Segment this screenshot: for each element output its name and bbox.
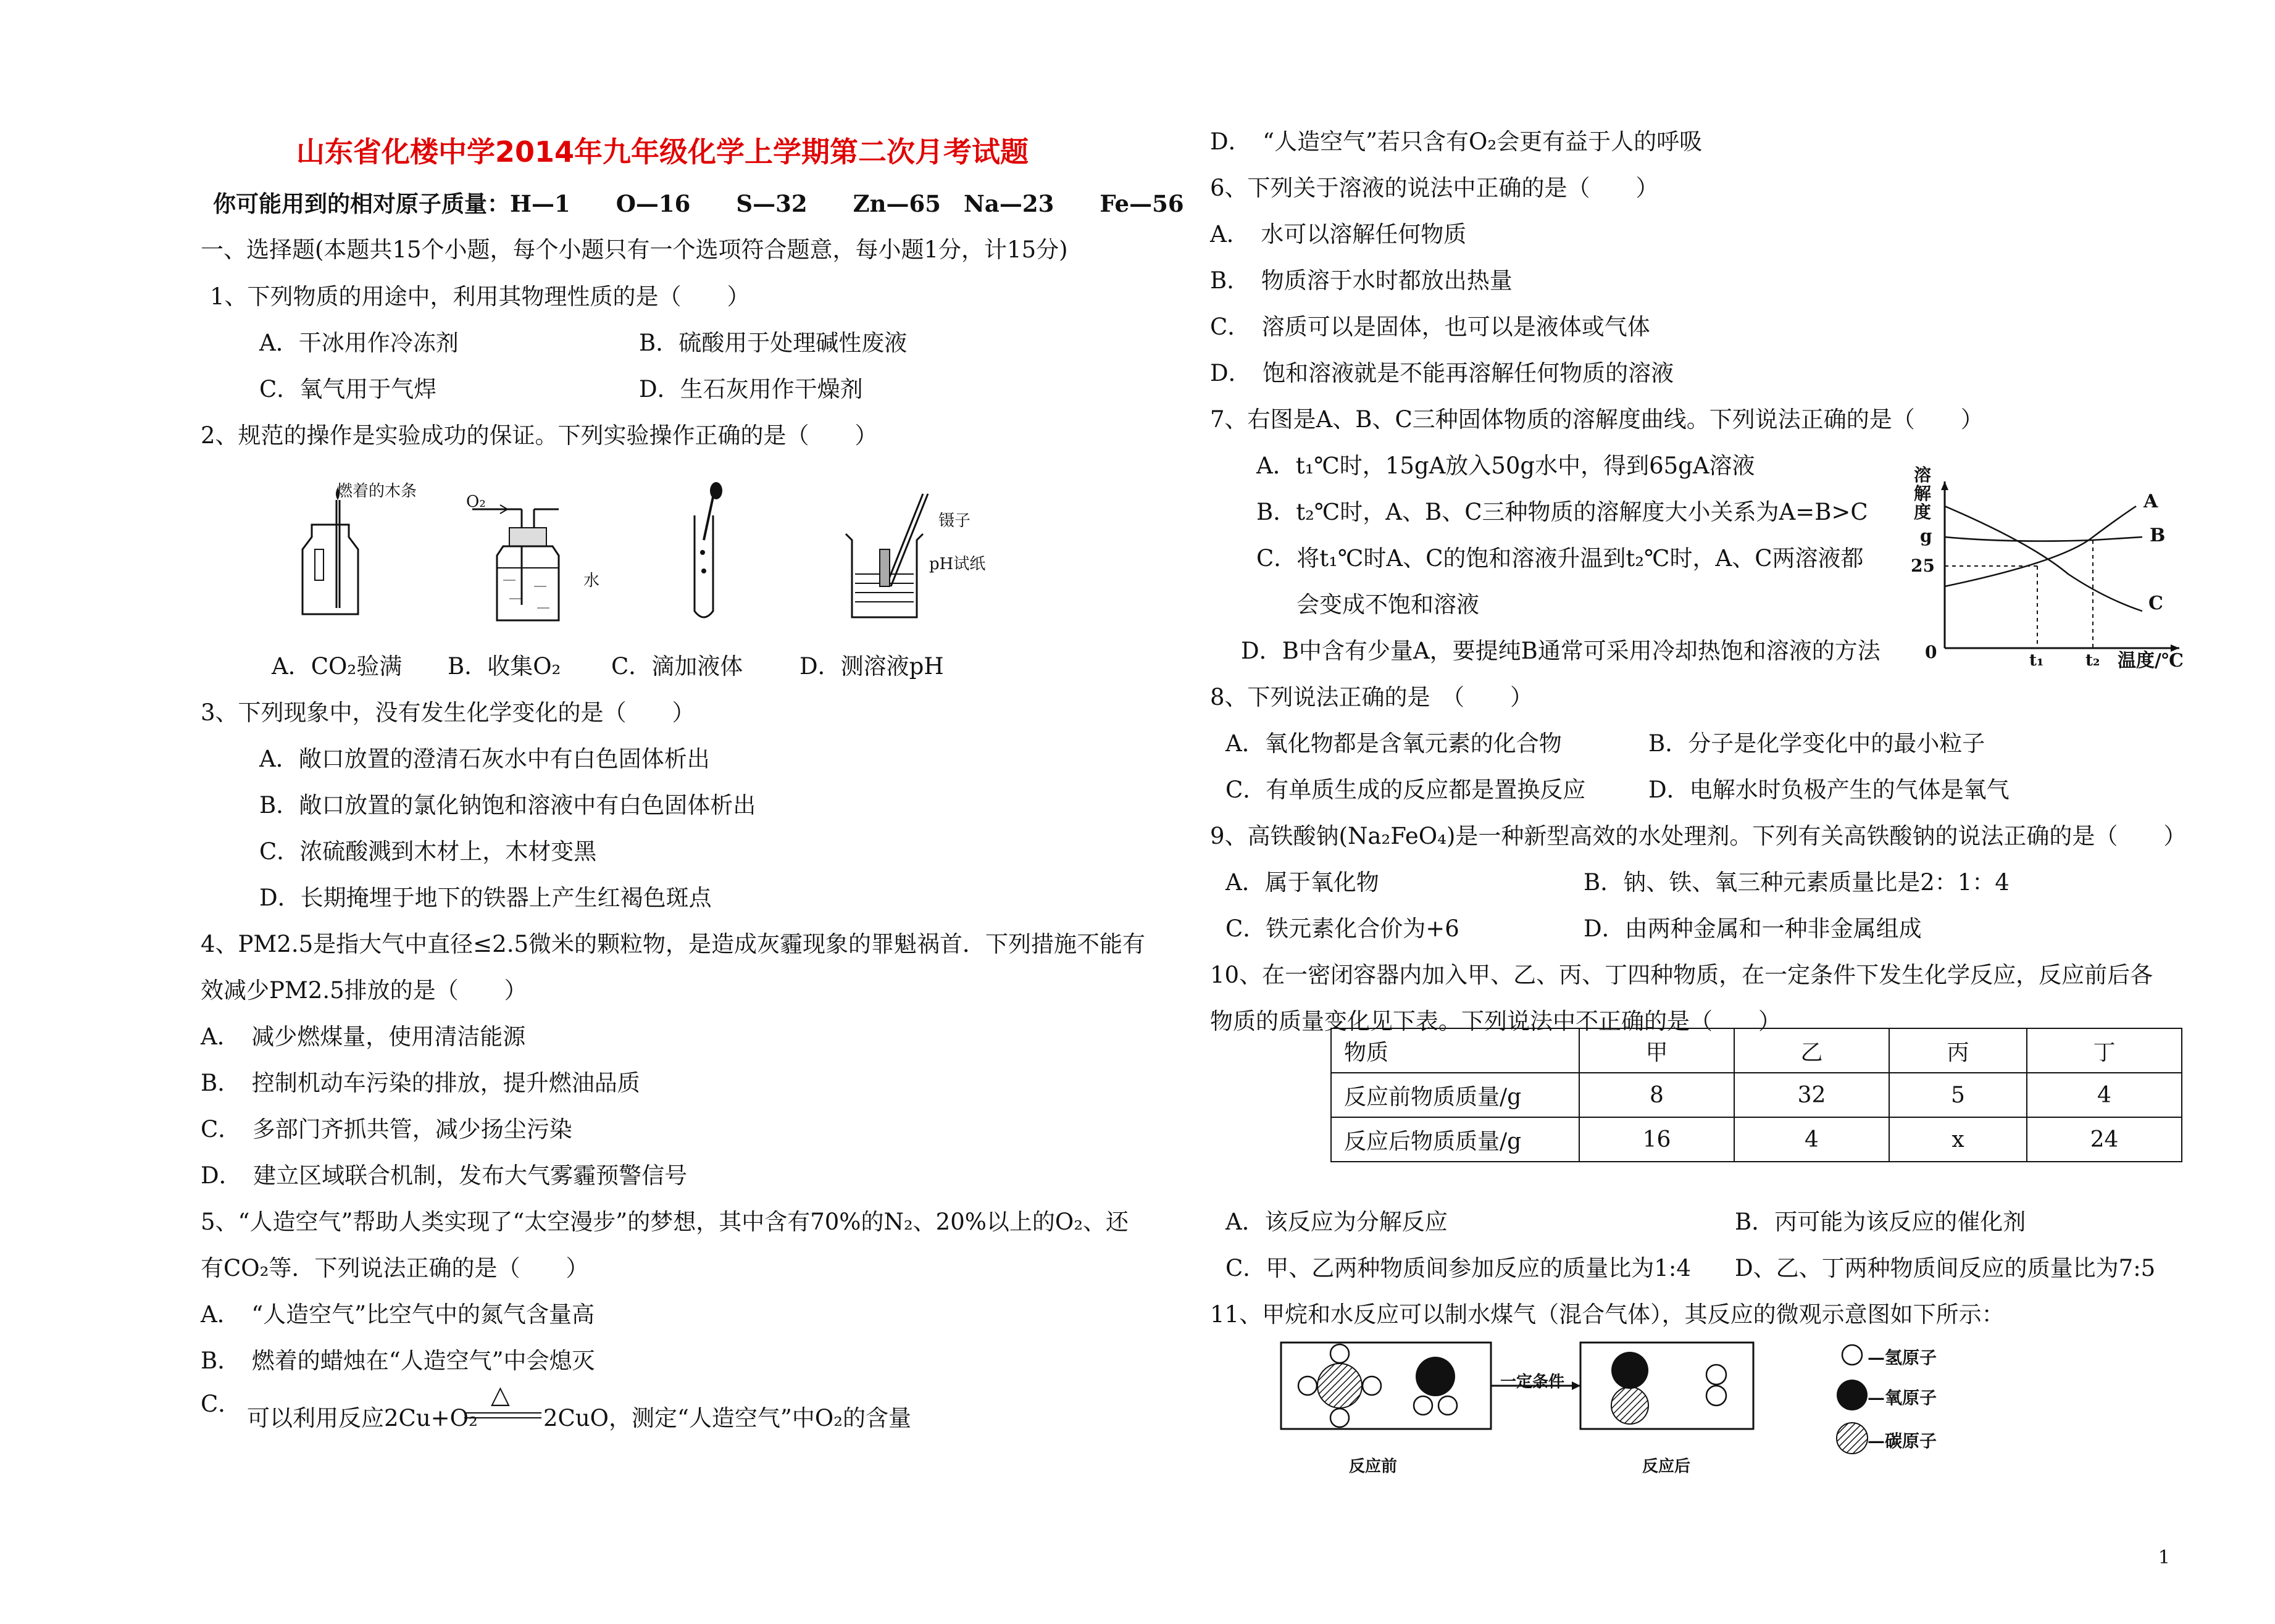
table-cell: 8 (1579, 1073, 1734, 1117)
table-header-cell: 乙 (1734, 1028, 1889, 1073)
q10-stem-1: 10、在一密闭容器内加入甲、乙、丙、丁四种物质，在一定条件下发生化学反应，反应前后各 (1210, 962, 2153, 988)
q6-option-d: D． 饱和溶液就是不能再溶解任何物质的溶液 (1210, 360, 1674, 386)
q8-stem: 8、下列说法正确的是 （ ） (1210, 684, 1534, 710)
table-row (1331, 1117, 2182, 1162)
table-cell: 16 (1579, 1117, 1734, 1162)
graph-t2: t₂ (2085, 651, 2100, 670)
q5-option-c-prefix: C． (201, 1391, 241, 1417)
q5-option-b: B． 燃着的蜡烛在“人造空气”中会熄灭 (201, 1347, 595, 1374)
q7-stem: 7、右图是A、B、C三种固体物质的溶解度曲线。下列说法正确的是（ ） (1210, 406, 1984, 433)
legend-hydrogen-label: —氢原子 (1868, 1347, 1937, 1368)
section-heading: 一、选择题(本题共15个小题，每个小题只有一个选项符合题意，每小题1分，计15分) (201, 236, 1068, 263)
q1-stem: 1、下列物质的用途中，利用其物理性质的是（ ） (210, 283, 750, 310)
graph-t1: t₁ (2029, 651, 2044, 670)
q10-option-d: D、乙、丁两种物质间反应的质量比为7:5 (1735, 1255, 2156, 1281)
burning-stick-label: 燃着的木条 (336, 482, 417, 501)
atomic-mass-line: 你可能用到的相对原子质量：H—1 O—16 S—32 Zn—65 Na—23 Fe—56 (213, 190, 1184, 217)
q1-option-a: A．干冰用作冷冻剂 (259, 330, 459, 356)
q3-option-a: A．敞口放置的澄清石灰水中有白色固体析出 (259, 746, 710, 772)
q2-stem: 2、规范的操作是实验成功的保证。下列实验操作正确的是（ ） (201, 422, 878, 449)
q6-option-a: A． 水可以溶解任何物质 (1210, 221, 1467, 248)
legend-carbon-label: —碳原子 (1868, 1431, 1937, 1451)
page-title: 山东省化楼中学2014年九年级化学上学期第二次月考试题 (296, 135, 1029, 169)
q7-option-b: B．t₂℃时，A、B、C三种物质的溶解度大小关系为A=B>C (1256, 499, 1868, 525)
table-cell: 反应前物质质量/g (1331, 1073, 1579, 1117)
condition-label: 一定条件 (1500, 1373, 1565, 1391)
q3-option-c: C．浓硫酸溅到木材上，木材变黑 (259, 838, 597, 865)
q5-option-c-text: 可以利用反应2Cu+O₂ (247, 1405, 478, 1431)
after-label: 反应后 (1642, 1457, 1691, 1476)
water-label: 水 (583, 572, 600, 590)
table-cell: 4 (1734, 1117, 1889, 1162)
q6-stem: 6、下列关于溶液的说法中正确的是（ ） (1210, 175, 1659, 201)
q9-option-a: A．属于氧化物 (1225, 869, 1379, 896)
graph-yunit: g (1920, 526, 1932, 546)
q8-option-a: A．氧化物都是含氧元素的化合物 (1225, 730, 1562, 757)
graph-xlabel: 温度/℃ (2118, 650, 2184, 672)
table-cell: 32 (1734, 1073, 1889, 1117)
q1-option-c: C．氧气用于气焊 (259, 376, 437, 402)
q10-option-a: A．该反应为分解反应 (1225, 1209, 1448, 1235)
q3-option-d: D．长期掩埋于地下的铁器上产生红褐色斑点 (259, 885, 712, 911)
table-header-cell: 物质 (1331, 1028, 1579, 1073)
q6-option-b: B． 物质溶于水时都放出热量 (1210, 267, 1513, 294)
q4-stem-1: 4、PM2.5是指大气中直径≤2.5微米的颗粒物，是造成灰霾现象的罪魁祸首．下列措施不能有 (201, 931, 1146, 957)
graph-ylabel: 溶解度 (1914, 465, 1932, 522)
q4-option-d: D． 建立区域联合机制，发布大气雾霾预警信号 (201, 1162, 688, 1189)
graph-y25: 25 (1911, 556, 1935, 576)
table-row (1331, 1073, 2182, 1117)
legend-oxygen-label: —氧原子 (1868, 1388, 1937, 1408)
graph-origin: 0 (1925, 642, 1937, 662)
q7-option-d: D．B中含有少量A，要提纯B通常可采用冷却热饱和溶液的方法 (1241, 638, 1881, 664)
ph-paper-label: pH试纸 (929, 555, 986, 573)
dropper-test-tube (685, 478, 735, 627)
table-cell: 反应后物质质量/g (1331, 1117, 1579, 1162)
q7-option-c-1: C．将t₁℃时A、C的饱和溶液升温到t₂℃时，A、C两溶液都 (1256, 545, 1864, 572)
q9-option-d: D．由两种金属和一种非金属组成 (1584, 915, 1922, 942)
tweezers-label: 镊子 (938, 512, 971, 530)
reaction-arrow-lines (464, 1410, 541, 1423)
q2-option-a: A．CO₂验满 (272, 653, 403, 680)
q9-option-c: C．铁元素化合价为+6 (1225, 915, 1459, 942)
table-cell: 24 (2027, 1117, 2182, 1162)
q2-option-b: B．收集O₂ (448, 653, 561, 680)
q7-option-c-2: 会变成不饱和溶液 (1296, 591, 1479, 618)
graph-curve-a: A (2144, 491, 2158, 512)
mass-change-table (1330, 1028, 2182, 1162)
table-header-cell: 丁 (2027, 1028, 2182, 1073)
graph-curve-b: B (2150, 525, 2166, 546)
q11-stem: 11、甲烷和水反应可以制水煤气（混合气体），其反应的微观示意图如下所示： (1210, 1301, 2005, 1328)
graph-curve-c: C (2148, 593, 2163, 614)
table-cell: x (1889, 1117, 2027, 1162)
q6-option-c: C． 溶质可以是固体，也可以是液体或气体 (1210, 314, 1650, 340)
q10-stem-2: 物质的质量变化见下表。下列说法中不正确的是（ ） (1210, 1008, 1781, 1035)
q7-option-a: A．t₁℃时，15gA放入50g水中，得到65gA溶液 (1256, 452, 1755, 479)
table-cell: 4 (2027, 1073, 2182, 1117)
q8-option-c: C．有单质生成的反应都是置换反应 (1225, 777, 1586, 803)
q5-option-a: A． “人造空气”比空气中的氮气含量高 (201, 1301, 595, 1328)
page-number: 1 (2158, 1547, 2170, 1568)
q1-option-d: D．生石灰用作干燥剂 (639, 376, 863, 402)
q5-option-c-text-2: 2CuO，测定“人造空气”中O₂的含量 (543, 1405, 912, 1431)
table-header-cell: 丙 (1889, 1028, 2027, 1073)
q4-option-a: A． 减少燃煤量，使用清洁能源 (201, 1023, 526, 1050)
q8-option-d: D．电解水时负极产生的气体是氧气 (1648, 777, 2010, 803)
q5-option-d: D． “人造空气”若只含有O₂会更有益于人的呼吸 (1210, 128, 1703, 155)
q4-option-c: C． 多部门齐抓共管，减少扬尘污染 (201, 1116, 572, 1143)
q4-stem-2: 效减少PM2.5排放的是（ ） (201, 977, 527, 1004)
table-header-cell: 甲 (1579, 1028, 1734, 1073)
q4-option-b: B． 控制机动车污染的排放，提升燃油品质 (201, 1070, 640, 1096)
q5-reaction-condition: △ (491, 1381, 510, 1409)
q3-stem: 3、下列现象中，没有发生化学变化的是（ ） (201, 699, 695, 726)
q2-option-d: D．测溶液pH (799, 653, 944, 680)
q5-stem-2: 有CO₂等．下列说法正确的是（ ） (201, 1255, 589, 1281)
q5-stem-1: 5、“人造空气”帮助人类实现了“太空漫步”的梦想，其中含有70%的N₂、20%以上的O₂、还 (201, 1209, 1129, 1235)
q9-stem: 9、高铁酸钠(Na₂FeO₄)是一种新型高效的水处理剂。下列有关高铁酸钠的说法正确的是（ ） (1210, 823, 2187, 849)
table-header-row (1331, 1028, 2182, 1073)
o2-label: O₂ (466, 493, 486, 511)
q3-option-b: B．敞口放置的氯化钠饱和溶液中有白色固体析出 (259, 792, 756, 818)
q8-option-b: B．分子是化学变化中的最小粒子 (1648, 730, 1985, 757)
q9-option-b: B．钠、铁、氧三种元素质量比是2：1：4 (1584, 869, 2010, 896)
q1-option-b: B．硫酸用于处理碱性废液 (639, 330, 908, 356)
q10-option-b: B．丙可能为该反应的催化剂 (1735, 1209, 2026, 1235)
q10-option-c: C．甲、乙两种物质间参加反应的质量比为1:4 (1225, 1255, 1691, 1281)
table-cell: 5 (1889, 1073, 2027, 1117)
before-label: 反应前 (1349, 1457, 1398, 1476)
q2-option-c: C．滴加液体 (611, 653, 743, 680)
